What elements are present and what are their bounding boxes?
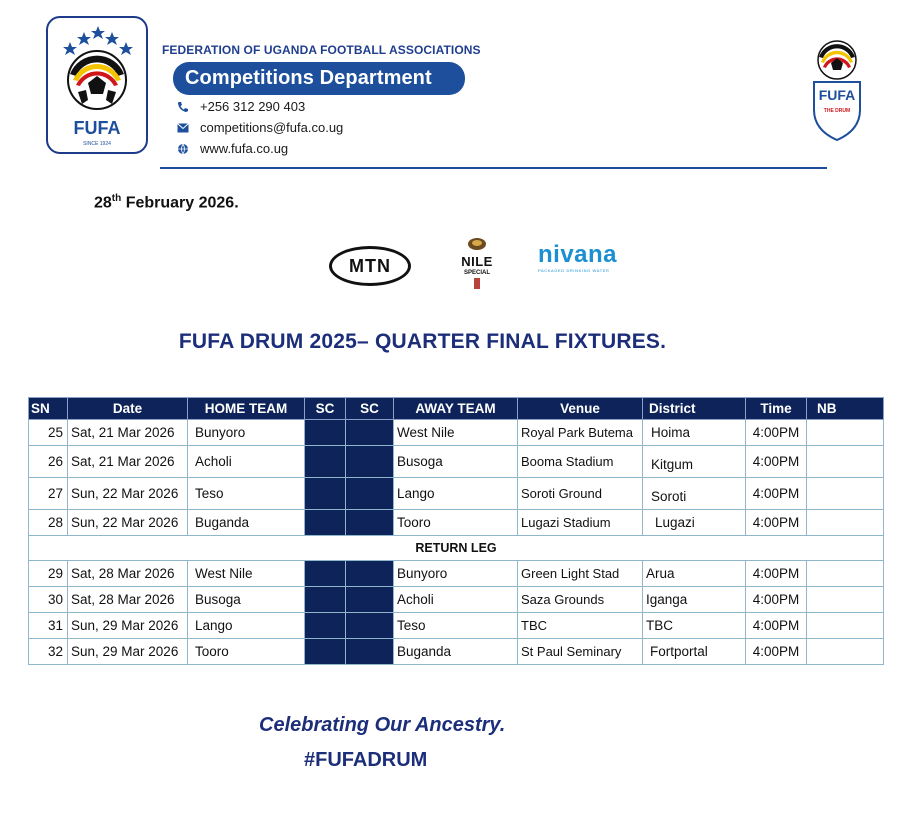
col-header-sn: SN bbox=[29, 398, 68, 420]
cell-nb bbox=[807, 510, 884, 536]
col-header-home-team: HOME TEAM bbox=[188, 398, 305, 420]
cell-sn: 27 bbox=[29, 478, 68, 510]
cell-nb bbox=[807, 478, 884, 510]
nivana-text: nivana bbox=[538, 241, 618, 268]
website-row bbox=[174, 141, 288, 156]
col-header-time: Time bbox=[746, 398, 807, 420]
mtn-sponsor-logo: MTN bbox=[329, 246, 411, 286]
cell-away-team: West Nile bbox=[394, 420, 518, 446]
cell-home-team: Lango bbox=[188, 613, 305, 639]
cell-home-team: West Nile bbox=[188, 561, 305, 587]
cell-venue: Booma Stadium bbox=[518, 446, 643, 478]
logo-since-text: SINCE 1924 bbox=[83, 141, 111, 147]
cell-sn: 30 bbox=[29, 587, 68, 613]
email-row bbox=[174, 120, 343, 135]
col-header-district: District bbox=[643, 398, 746, 420]
slogan-text: Celebrating Our Ancestry. bbox=[259, 714, 506, 736]
cell-home-team: Buganda bbox=[188, 510, 305, 536]
cell-score-away bbox=[346, 639, 394, 665]
document-date bbox=[94, 193, 239, 212]
cell-score-away bbox=[346, 587, 394, 613]
date-suffix: th bbox=[111, 193, 122, 204]
cell-date: Sun, 29 Mar 2026 bbox=[68, 613, 188, 639]
cell-sn: 29 bbox=[29, 561, 68, 587]
cell-district: Lugazi bbox=[643, 510, 746, 536]
cell-venue: Green Light Stad bbox=[518, 561, 643, 587]
cell-district: Kitgum bbox=[643, 446, 746, 478]
cell-venue: St Paul Seminary bbox=[518, 639, 643, 665]
col-header-venue: Venue bbox=[518, 398, 643, 420]
nile-bottle-icon bbox=[452, 277, 502, 291]
right-logo-sub: THE DRUM bbox=[823, 108, 851, 114]
return-leg-label: RETURN LEG bbox=[29, 536, 884, 561]
nile-crest-icon bbox=[452, 236, 502, 250]
globe-icon bbox=[174, 143, 192, 155]
cell-time: 4:00PM bbox=[746, 478, 807, 510]
table-row bbox=[29, 561, 884, 587]
cell-score-away bbox=[346, 478, 394, 510]
phone-icon bbox=[174, 101, 192, 113]
cell-venue: Soroti Ground bbox=[518, 478, 643, 510]
cell-time: 4:00PM bbox=[746, 639, 807, 665]
nile-text: NILE bbox=[461, 254, 493, 269]
cell-nb bbox=[807, 446, 884, 478]
nile-special-sponsor-logo bbox=[452, 236, 502, 292]
cell-time: 4:00PM bbox=[746, 561, 807, 587]
cell-score-away bbox=[346, 613, 394, 639]
fufa-drum-logo bbox=[808, 38, 866, 142]
email-link[interactable]: competitions@fufa.co.ug bbox=[200, 120, 344, 135]
cell-score-home bbox=[305, 613, 346, 639]
cell-away-team: Tooro bbox=[394, 510, 518, 536]
cell-venue: TBC bbox=[518, 613, 643, 639]
cell-time: 4:00PM bbox=[746, 420, 807, 446]
department-banner: Competitions Department bbox=[173, 62, 465, 95]
cell-venue: Saza Grounds bbox=[518, 587, 643, 613]
cell-score-home bbox=[305, 510, 346, 536]
cell-time: 4:00PM bbox=[746, 446, 807, 478]
table-row bbox=[29, 446, 884, 478]
cell-home-team: Busoga bbox=[188, 587, 305, 613]
table-row bbox=[29, 478, 884, 510]
cell-score-away bbox=[346, 420, 394, 446]
cell-district: Hoima bbox=[643, 420, 746, 446]
date-day: 28 bbox=[94, 194, 112, 212]
cell-nb bbox=[807, 639, 884, 665]
cell-time: 4:00PM bbox=[746, 613, 807, 639]
cell-time: 4:00PM bbox=[746, 587, 807, 613]
cell-date: Sat, 28 Mar 2026 bbox=[68, 587, 188, 613]
fufa-crest-icon bbox=[48, 18, 146, 152]
cell-score-away bbox=[346, 561, 394, 587]
cell-date: Sun, 22 Mar 2026 bbox=[68, 478, 188, 510]
phone-text: +256 312 290 403 bbox=[200, 99, 306, 114]
cell-date: Sat, 21 Mar 2026 bbox=[68, 420, 188, 446]
hashtag-text: #FUFADRUM bbox=[304, 749, 428, 771]
cell-score-away bbox=[346, 510, 394, 536]
cell-district: TBC bbox=[643, 613, 746, 639]
cell-nb bbox=[807, 587, 884, 613]
page-title: FUFA DRUM 2025– QUARTER FINAL FIXTURES. bbox=[178, 330, 667, 353]
cell-date: Sat, 21 Mar 2026 bbox=[68, 446, 188, 478]
cell-away-team: Bunyoro bbox=[394, 561, 518, 587]
website-link[interactable]: www.fufa.co.ug bbox=[200, 141, 289, 156]
cell-score-home bbox=[305, 446, 346, 478]
header-divider bbox=[160, 167, 827, 169]
cell-nb bbox=[807, 613, 884, 639]
cell-date: Sun, 29 Mar 2026 bbox=[68, 639, 188, 665]
cell-away-team: Buganda bbox=[394, 639, 518, 665]
cell-home-team: Teso bbox=[188, 478, 305, 510]
return-leg-row bbox=[29, 536, 884, 561]
envelope-icon bbox=[174, 123, 192, 133]
table-row bbox=[29, 510, 884, 536]
table-row bbox=[29, 613, 884, 639]
cell-date: Sun, 22 Mar 2026 bbox=[68, 510, 188, 536]
cell-home-team: Acholi bbox=[188, 446, 305, 478]
cell-district: Iganga bbox=[643, 587, 746, 613]
cell-venue: Royal Park Butema bbox=[518, 420, 643, 446]
cell-venue: Lugazi Stadium bbox=[518, 510, 643, 536]
cell-away-team: Busoga bbox=[394, 446, 518, 478]
nivana-tagline: PACKAGED DRINKING WATER bbox=[538, 268, 610, 273]
cell-district: Soroti bbox=[643, 478, 746, 510]
cell-away-team: Acholi bbox=[394, 587, 518, 613]
cell-time: 4:00PM bbox=[746, 510, 807, 536]
col-header-nb: NB bbox=[807, 398, 884, 420]
right-logo-text: FUFA bbox=[818, 87, 856, 103]
table-row bbox=[29, 639, 884, 665]
cell-score-home bbox=[305, 420, 346, 446]
org-name: FEDERATION OF UGANDA FOOTBALL ASSOCIATIONS bbox=[162, 43, 481, 57]
phone-row bbox=[174, 99, 305, 114]
table-row bbox=[29, 420, 884, 446]
col-header-sc-away: SC bbox=[346, 398, 394, 420]
cell-sn: 28 bbox=[29, 510, 68, 536]
cell-home-team: Tooro bbox=[188, 639, 305, 665]
cell-score-home bbox=[305, 478, 346, 510]
cell-sn: 31 bbox=[29, 613, 68, 639]
cell-sn: 25 bbox=[29, 420, 68, 446]
cell-score-home bbox=[305, 561, 346, 587]
fufa-logo bbox=[46, 16, 148, 154]
cell-score-home bbox=[305, 639, 346, 665]
nivana-sponsor-logo bbox=[538, 242, 628, 276]
date-rest: February 2026. bbox=[121, 194, 239, 212]
fixtures-table bbox=[28, 397, 884, 665]
cell-away-team: Lango bbox=[394, 478, 518, 510]
col-header-sc-home: SC bbox=[305, 398, 346, 420]
svg-text:FUFA: FUFA bbox=[73, 118, 121, 138]
cell-nb bbox=[807, 420, 884, 446]
cell-nb bbox=[807, 561, 884, 587]
cell-home-team: Bunyoro bbox=[188, 420, 305, 446]
table-header-row bbox=[29, 398, 884, 420]
col-header-date: Date bbox=[68, 398, 188, 420]
cell-district: Fortportal bbox=[643, 639, 746, 665]
nile-special-text: SPECIAL bbox=[463, 270, 490, 276]
cell-sn: 32 bbox=[29, 639, 68, 665]
col-header-away-team: AWAY TEAM bbox=[394, 398, 518, 420]
cell-score-home bbox=[305, 587, 346, 613]
cell-district: Arua bbox=[643, 561, 746, 587]
cell-sn: 26 bbox=[29, 446, 68, 478]
cell-date: Sat, 28 Mar 2026 bbox=[68, 561, 188, 587]
cell-away-team: Teso bbox=[394, 613, 518, 639]
cell-score-away bbox=[346, 446, 394, 478]
table-row bbox=[29, 587, 884, 613]
